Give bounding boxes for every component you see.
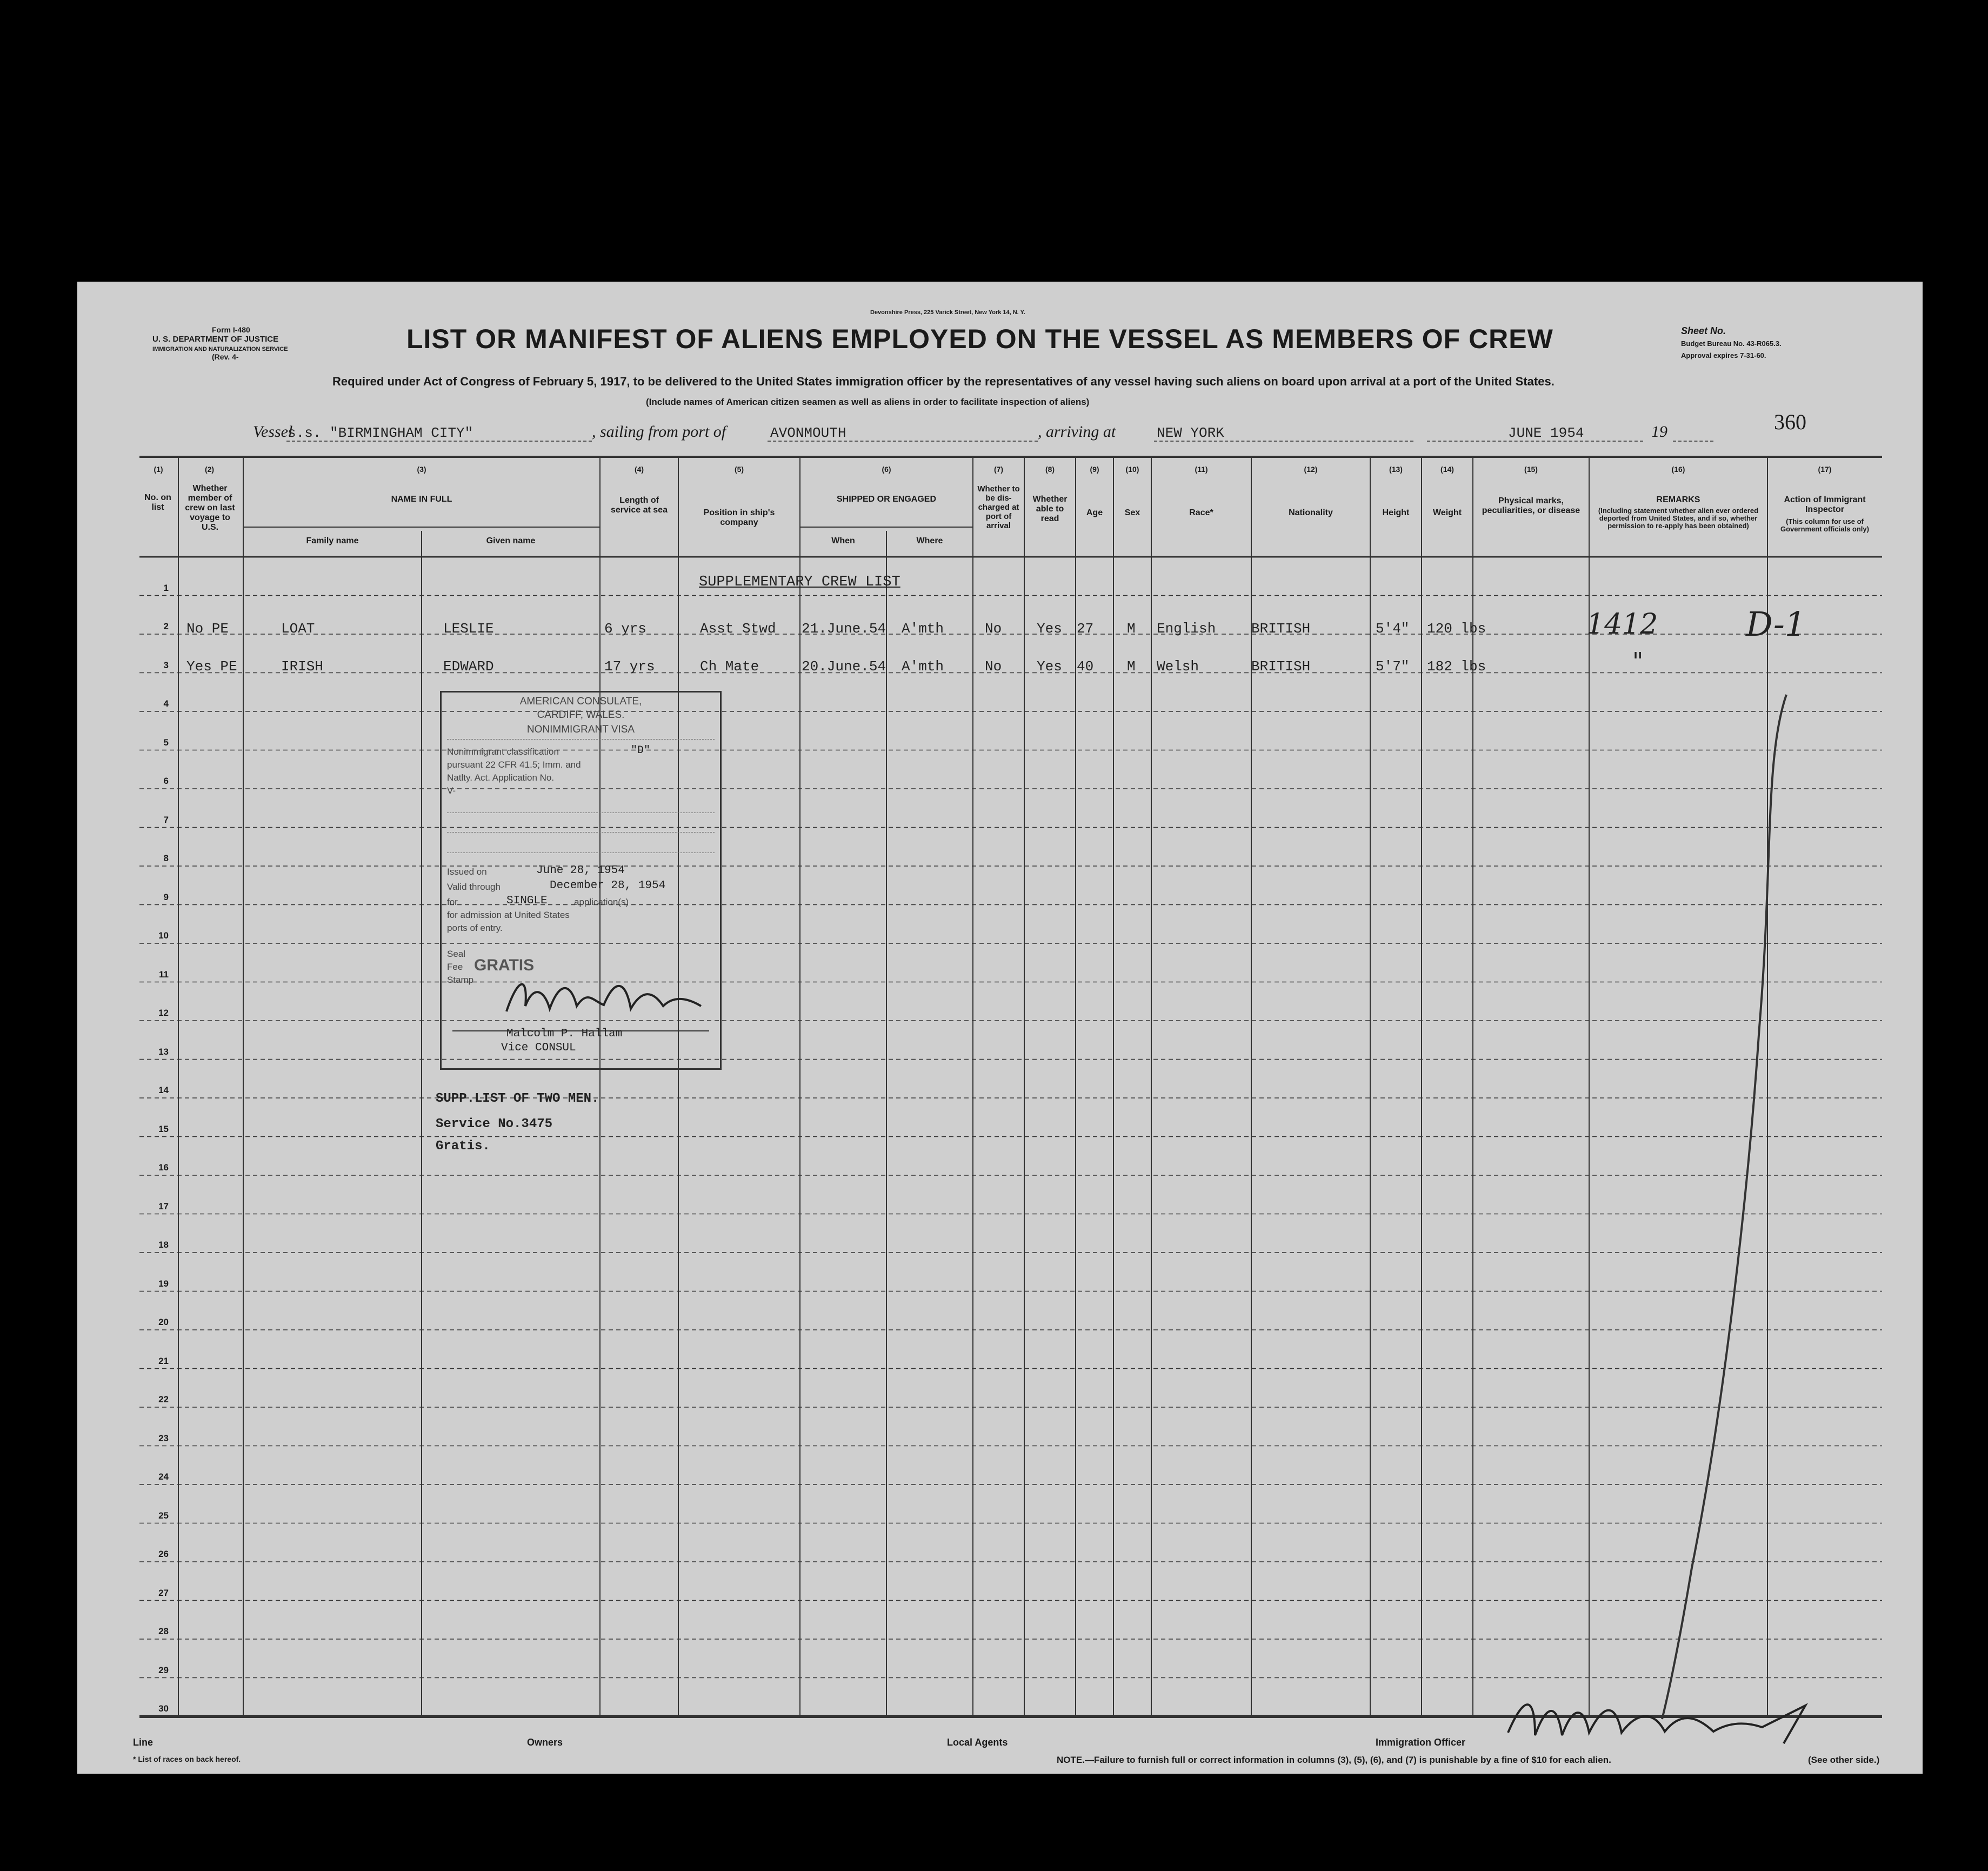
col-header-service: Length of service at sea [611, 496, 668, 515]
footer-fine-note: NOTE.—Failure to furnish full or correct information in columns (3), (5), (6), and (7) is punishable by a fine of $10 for each alien. [1057, 1755, 1611, 1765]
stamp-signer: Malcolm P. Hallam [506, 1028, 623, 1040]
col-number: (4) [634, 465, 644, 474]
crew-read: Yes [1037, 658, 1062, 675]
row-number: 23 [158, 1433, 169, 1443]
crew-age: 40 [1077, 658, 1094, 675]
row-number: 7 [163, 814, 169, 825]
row-number: 25 [158, 1510, 169, 1521]
note-gratis: Gratis. [436, 1139, 490, 1154]
crew-nationality: BRITISH [1251, 621, 1311, 637]
col-number: (9) [1090, 465, 1099, 474]
row-number: 11 [159, 969, 169, 980]
stamp-visa-type: NONIMMIGRANT VISA [526, 724, 635, 735]
row-number: 21 [158, 1355, 169, 1366]
col-number: (2) [204, 465, 215, 474]
crew-shipped-when: 20.June.54 [802, 658, 886, 675]
page-number: 360 [1774, 410, 1806, 434]
col-number: (11) [1195, 465, 1208, 474]
stamp-consulate: AMERICAN CONSULATE, [519, 696, 642, 707]
row-number: 22 [158, 1394, 169, 1404]
col-remarks-note: (Including statement whether alien ever ordered deported from United States, and if so, whether permission to re-apply has been obtained) [1598, 507, 1759, 530]
stamp-signer-title: Vice CONSUL [501, 1042, 576, 1054]
visa-stamp [440, 691, 722, 1070]
crew-remarks: 1412 [1586, 608, 1658, 641]
row-number: 4 [163, 698, 169, 709]
col-header-action: Action of Immigrant Inspector [1784, 495, 1866, 514]
col-number: (16) [1671, 465, 1685, 474]
crew-race: English [1157, 621, 1216, 637]
row-number: 8 [163, 853, 169, 863]
stamp-for-label: for [447, 897, 458, 907]
document-title: LIST OR MANIFEST OF ALIENS EMPLOYED ON THE VESSEL AS MEMBERS OF CREW [406, 324, 1553, 354]
col-number: (1) [154, 465, 163, 474]
service-name: IMMIGRATION AND NATURALIZATION SERVICE [152, 346, 288, 352]
row-number: 24 [158, 1472, 169, 1482]
col-action-note: (This column for use of Government officials only) [1780, 517, 1869, 533]
stamp-classification-label: Nonimmigrant classification [447, 747, 559, 757]
crew-read: Yes [1037, 621, 1062, 637]
year-label: 19 [1651, 423, 1667, 441]
stamp-issued-value: June 28, 1954 [536, 864, 625, 877]
stamp-valid-label: Valid through [447, 882, 501, 892]
row-number: 20 [158, 1317, 169, 1327]
col-number: (15) [1524, 465, 1538, 474]
sheet-number-label: Sheet No. [1681, 325, 1726, 336]
arrival-date: JUNE 1954 [1508, 425, 1584, 441]
stamp-admission: for admission at United States [447, 910, 570, 920]
crew-weight: 120 lbs [1427, 621, 1486, 637]
col-header-family: Family name [306, 536, 359, 545]
sailing-port: AVONMOUTH [770, 425, 846, 441]
stamp-v: V- [447, 785, 456, 796]
stamp-pursuant: pursuant 22 CFR 41.5; Imm. and [447, 760, 581, 770]
stamp-location: CARDIFF, WALES. [537, 709, 625, 721]
col-header-position: Position in ship's company [703, 508, 775, 527]
col-header-name: NAME IN FULL [391, 495, 452, 504]
row-number: 30 [158, 1703, 169, 1714]
col-number: (13) [1389, 465, 1403, 474]
crew-last-voyage: Yes PE [186, 658, 237, 675]
arriving-label: , arriving at [1038, 423, 1116, 441]
footer-owners: Owners [527, 1737, 563, 1748]
arriving-port: NEW YORK [1157, 425, 1224, 441]
consul-signature [501, 968, 706, 1022]
col-header-discharged: Whether to be dis-charged at port of arrival [977, 484, 1020, 530]
row-number: 9 [163, 891, 169, 902]
stamp-for-value: SINGLE [506, 895, 548, 907]
officer-signature [1503, 1684, 1822, 1749]
row-number: 29 [158, 1664, 169, 1675]
row-number: 19 [158, 1278, 169, 1289]
crew-age: 27 [1077, 621, 1094, 637]
vessel-label: Vessel [253, 423, 293, 441]
col-header-where: Where [916, 536, 943, 545]
crew-action: D-1 [1746, 604, 1806, 644]
stamp-gratis: GRATIS [474, 956, 535, 974]
stamp-valid-value: December 28, 1954 [550, 880, 666, 892]
footer-officer: Immigration Officer [1376, 1737, 1466, 1748]
crew-remarks: " [1632, 648, 1644, 675]
crew-race: Welsh [1157, 658, 1199, 675]
footer-agents: Local Agents [947, 1737, 1008, 1748]
col-header-race: Race* [1189, 508, 1213, 517]
col-header-weight: Weight [1432, 508, 1462, 517]
crew-discharged: No [985, 658, 1002, 675]
footer-races-note: * List of races on back hereof. [133, 1755, 241, 1763]
sailing-label: , sailing from port of [592, 423, 726, 441]
col-header-given: Given name [486, 536, 536, 545]
form-number: Form I-480 [212, 325, 250, 334]
approval-expires: Approval expires 7-31-60. [1681, 351, 1766, 359]
crew-service: 17 yrs [604, 658, 655, 675]
row-number: 27 [158, 1587, 169, 1598]
row-number: 6 [163, 776, 169, 786]
row-number: 26 [158, 1549, 169, 1559]
row-number: 16 [158, 1162, 169, 1173]
revision: (Rev. 4- [212, 352, 239, 361]
crew-service: 6 yrs [604, 621, 647, 637]
crew-last-voyage: No PE [186, 621, 229, 637]
crew-family-name: LOAT [281, 621, 315, 637]
crew-given-name: LESLIE [443, 621, 494, 637]
stamp-fee: Fee [447, 962, 463, 972]
col-number: (10) [1125, 465, 1139, 474]
row-number: 18 [158, 1240, 169, 1250]
stamp-applications: application(s) [574, 897, 629, 907]
department: U. S. DEPARTMENT OF JUSTICE [152, 335, 279, 344]
row-number: 3 [163, 660, 169, 670]
vessel-name: s.s. "BIRMINGHAM CITY" [288, 425, 473, 441]
crew-discharged: No [985, 621, 1002, 637]
crew-shipped-where: A'mth [902, 621, 944, 637]
crew-family-name: IRISH [281, 658, 324, 675]
budget-bureau: Budget Bureau No. 43-R065.3. [1681, 339, 1782, 348]
crew-height: 5'4" [1376, 621, 1410, 637]
col-number: (6) [882, 465, 891, 474]
col-header-sex: Sex [1124, 508, 1140, 517]
col-number: (5) [734, 465, 744, 474]
stamp-classification-value: "D" [631, 744, 651, 757]
crew-weight: 182 lbs [1427, 658, 1486, 675]
footer-see-other: (See other side.) [1808, 1755, 1880, 1765]
col-header-height: Height [1382, 508, 1410, 517]
supplementary-label: SUPPLEMENTARY CREW LIST [699, 574, 900, 590]
col-header-age: Age [1086, 508, 1103, 517]
note-service-number: Service No.3475 [436, 1117, 553, 1131]
row-number: 14 [158, 1085, 169, 1095]
document-subnote: (Include names of American citizen seamen as well as aliens in order to facilitate inspection of aliens) [646, 397, 1090, 407]
printer-line: Devonshire Press, 225 Varick Street, New York 14, N. Y. [870, 309, 1025, 316]
stamp-issued-label: Issued on [447, 867, 487, 877]
crew-position: Ch Mate [700, 658, 759, 675]
stamp-seal: Seal [447, 949, 466, 959]
row-number: 2 [163, 621, 169, 631]
crew-sex: M [1127, 658, 1136, 675]
col-header-remarks: REMARKS [1656, 495, 1700, 504]
col-number: (12) [1304, 465, 1318, 474]
row-number: 15 [158, 1123, 169, 1134]
col-header-when: When [831, 536, 855, 545]
col-header-nationality: Nationality [1289, 508, 1333, 517]
crew-sex: M [1127, 621, 1136, 637]
stamp-application: Natlty. Act. Application No. [447, 773, 555, 783]
row-number: 12 [158, 1008, 169, 1018]
col-header-physical: Physical marks, peculiarities, or disease [1482, 496, 1580, 515]
row-number: 28 [158, 1626, 169, 1636]
note-supp-list: SUPP.LIST OF TWO MEN. [436, 1091, 599, 1106]
col-header-last-voyage: Whether member of crew on last voyage to U.S. [185, 484, 235, 532]
row-number: 13 [158, 1046, 169, 1057]
footer-line: Line [133, 1737, 154, 1748]
row-number: 17 [158, 1201, 169, 1211]
crew-given-name: EDWARD [443, 658, 494, 675]
col-number: (7) [993, 465, 1004, 474]
col-number: (17) [1818, 465, 1832, 474]
col-number: (3) [417, 465, 426, 474]
col-number: (14) [1440, 465, 1454, 474]
col-header-shipped: SHIPPED OR ENGAGED [836, 495, 937, 504]
row-number: 1 [163, 582, 169, 593]
crew-shipped-when: 21.June.54 [802, 621, 886, 637]
document-subtitle: Required under Act of Congress of February 5, 1917, to be delivered to the United States immigration officer by the representatives of any vessel having such aliens on board upon arrival at a port of the United States. [332, 375, 1555, 388]
row-number: 5 [163, 737, 169, 748]
row-number: 10 [158, 930, 169, 941]
col-number: (8) [1045, 465, 1055, 474]
col-header-read: Whether able to read [1032, 495, 1068, 523]
stamp-stamp-label: Stamp [447, 975, 474, 985]
crew-shipped-where: A'mth [902, 658, 944, 675]
crew-height: 5'7" [1376, 658, 1410, 675]
crew-nationality: BRITISH [1251, 658, 1311, 675]
crew-position: Asst Stwd [700, 621, 776, 637]
stamp-ports: ports of entry. [447, 923, 503, 933]
col-header-no: No. on list [144, 493, 171, 512]
